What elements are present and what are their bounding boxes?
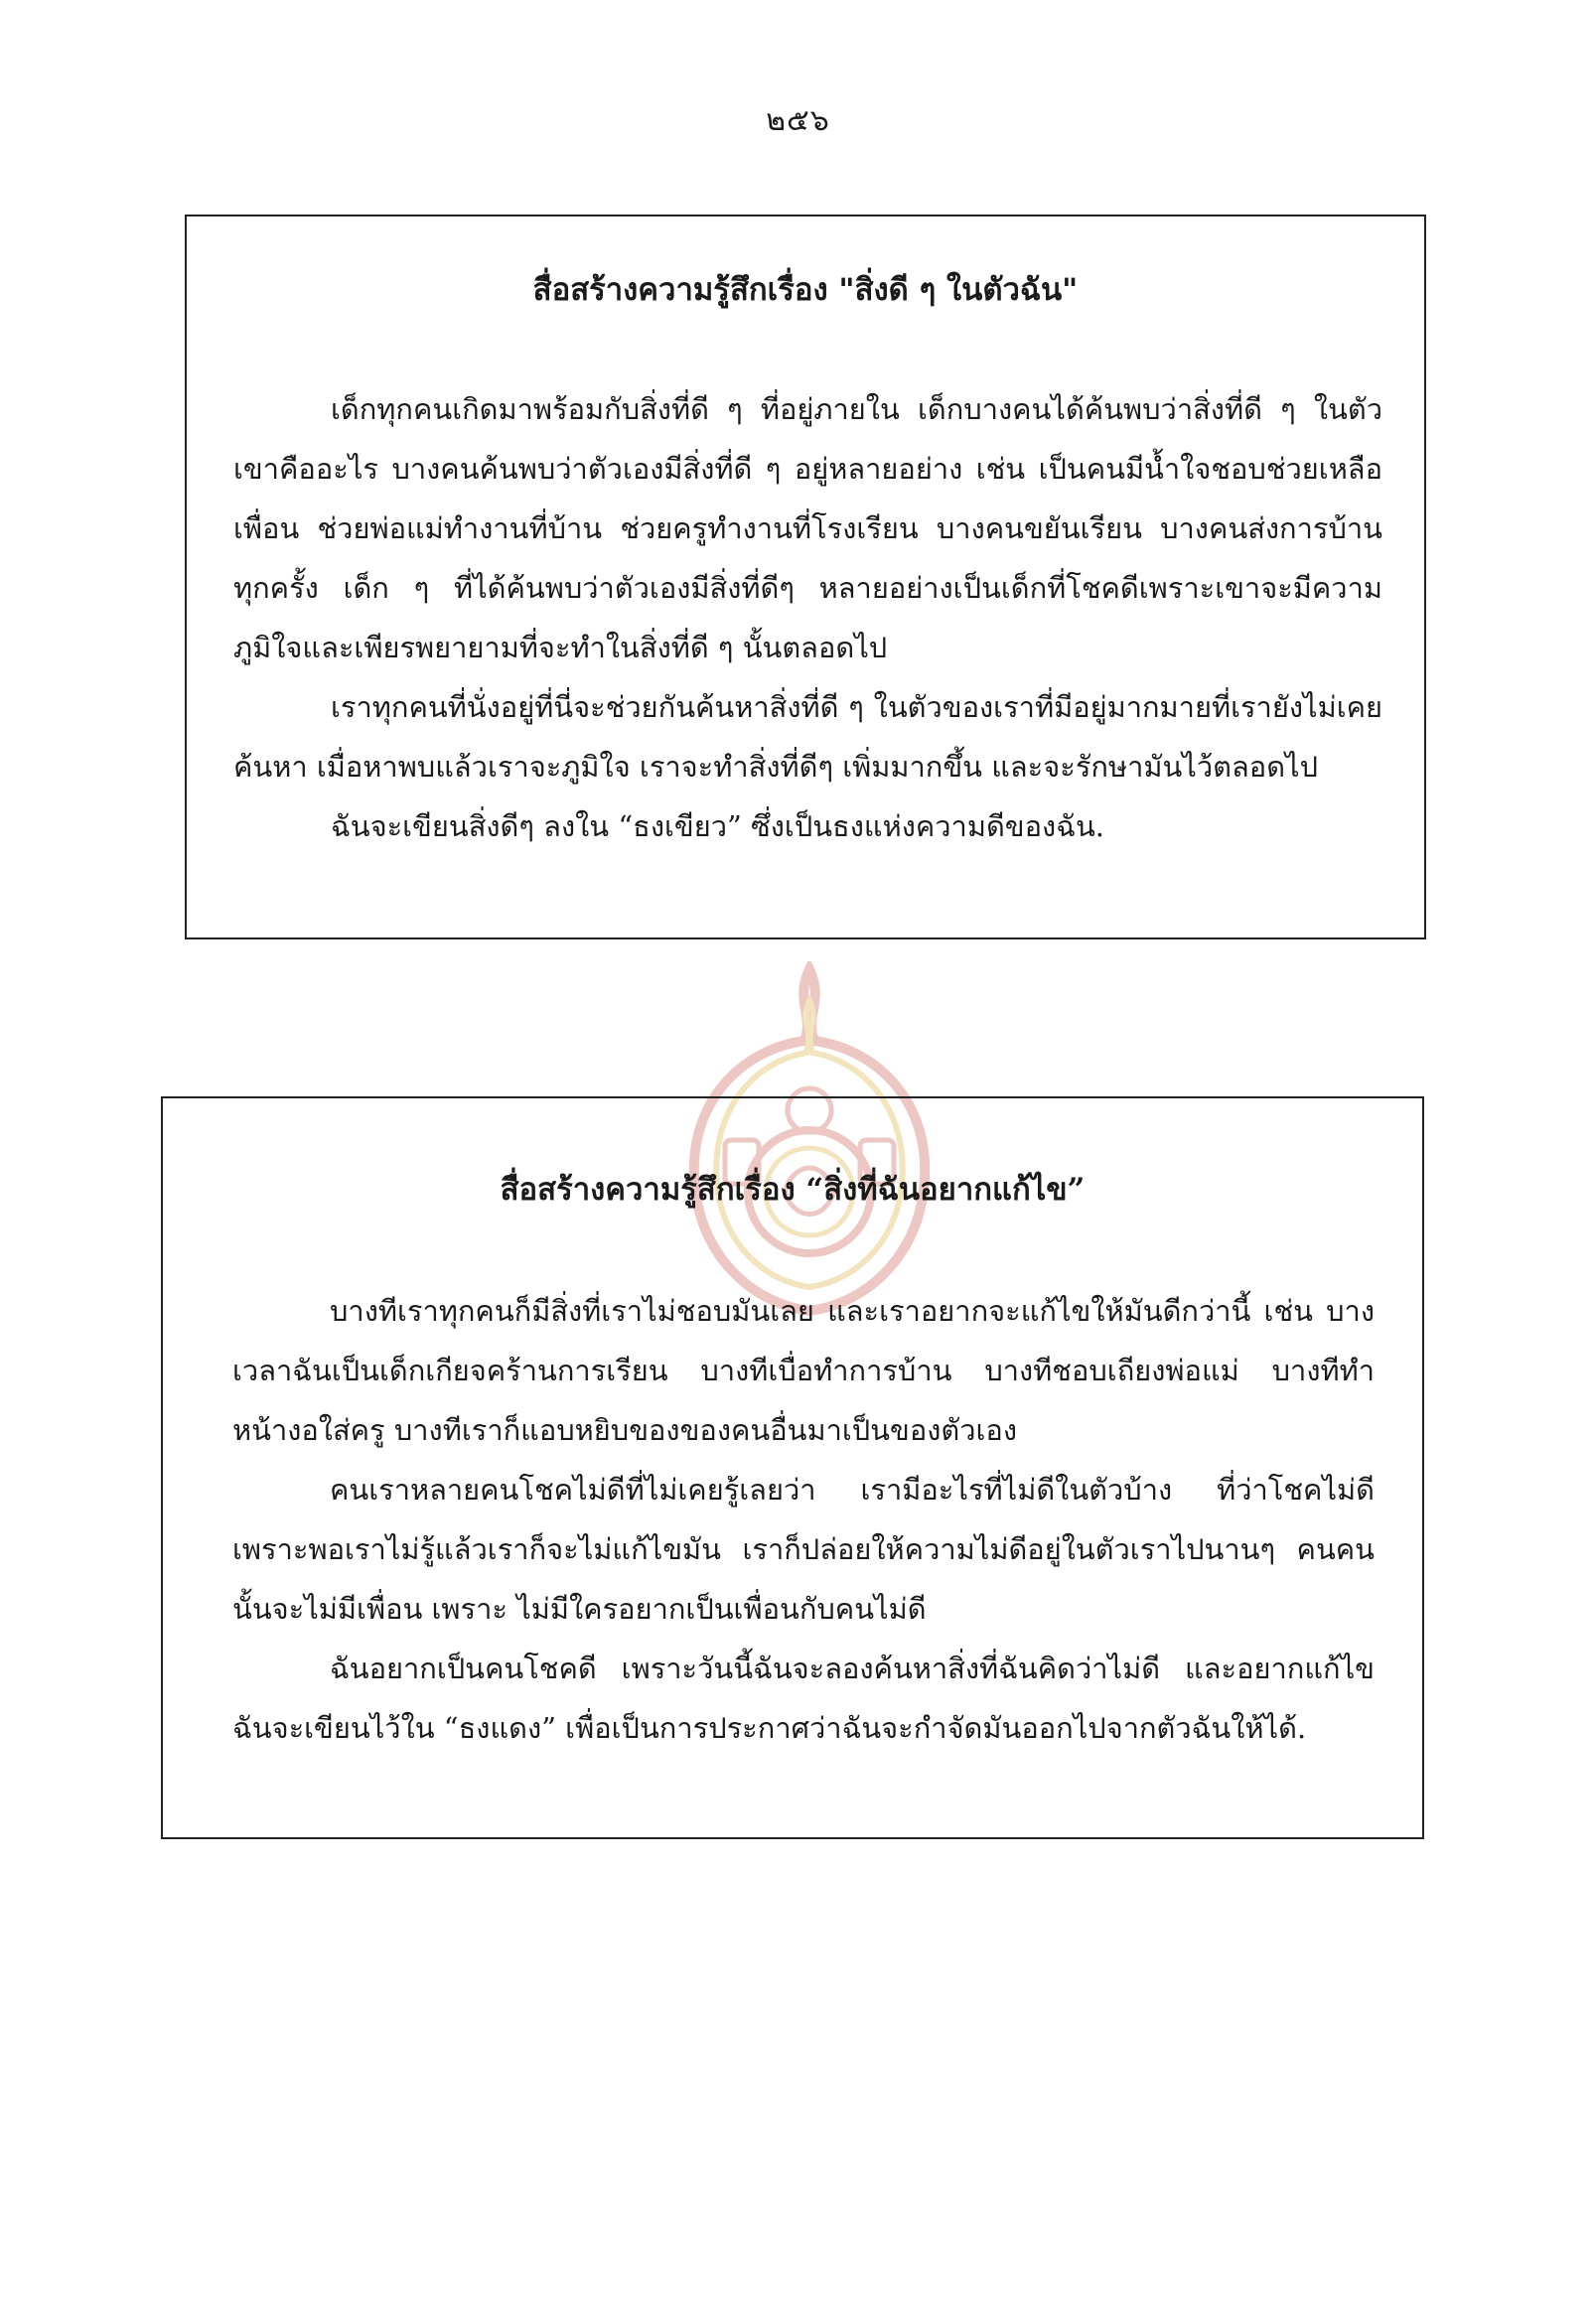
content-box-good-things <box>185 215 1426 939</box>
box-title: สื่อสร้างความรู้สึกเรื่อง “สิ่งที่ฉันอยากแก้ไข” <box>500 1172 1086 1208</box>
paragraph: เราทุกคนที่นั่งอยู่ที่นี่จะช่วยกันค้นหาสิ่งที่ดี ๆ ในตัวของเราที่มีอยู่มากมายที่เรายังไม่เคยค้นหา เมื่อหาพบแล้วเราจะภูมิใจ เราจะทำสิ่งที่ดีๆ เพิ่มมากขึ้น และจะรักษามันไว้ตลอดไป <box>233 690 1382 784</box>
paragraph: ฉันจะเขียนสิ่งดีๆ ลงใน “ธงเขียว” ซึ่งเป็นธงแห่งความดีของฉัน. <box>331 809 1104 843</box>
paragraph: ฉันอยากเป็นคนโชคดี เพราะวันนี้ฉันจะลองค้นหาสิ่งที่ฉันคิดว่าไม่ดี และอยากแก้ไข ฉันจะเขียนไว้ใน “ธงแดง” เพื่อเป็นการประกาศว่าฉันจะกำจัดมันออกไปจากตัวฉันให้ได้. <box>232 1652 1375 1745</box>
box-title: สื่อสร้างความรู้สึกเรื่อง "สิ่งดี ๆ ในตัวฉัน" <box>532 272 1079 308</box>
paragraph: เด็กทุกคนเกิดมาพร้อมกับสิ่งที่ดี ๆ ที่อยู่ภายใน เด็กบางคนได้ค้นพบว่าสิ่งที่ดี ๆ ในตัวเขาคืออะไร บางคนค้นพบว่าตัวเองมีสิ่งที่ดี ๆ อยู่หลายอย่าง เช่น เป็นคนมีน้ำใจชอบช่วยเหลือเพื่อน ช่วยพ่อแม่ทำงานที่บ้าน ช่วยครูทำงานที่โรงเรียน บางคนขยันเรียน บางคนส่งการบ้านทุกครั้ง เด็ก ๆ ที่ได้ค้นพบว่าตัวเองมีสิ่งที่ดีๆ หลายอย่างเป็นเด็กที่โชคดีเพราะเขาจะมีความภูมิใจและเพียรพยายามที่จะทำในสิ่งที่ดี ๆ นั้นตลอดไป <box>233 392 1382 664</box>
paragraph: คนเราหลายคนโชคไม่ดีที่ไม่เคยรู้เลยว่า เรามีอะไรที่ไม่ดีในตัวบ้าง ที่ว่าโชคไม่ดีเพราะพอเราไม่รู้แล้วเราก็จะไม่แก้ไขมัน เราก็ปล่อยให้ความไม่ดีอยู่ในตัวเราไปนานๆ คนคนนั้นจะไม่มีเพื่อน เพราะ ไม่มีใครอยากเป็นเพื่อนกับคนไม่ดี <box>232 1473 1375 1626</box>
page-number: ๒๕๖ <box>766 103 830 138</box>
content-box-want-to-fix <box>161 1096 1424 1839</box>
paragraph: บางทีเราทุกคนก็มีสิ่งที่เราไม่ชอบมันเลย และเราอยากจะแก้ไขให้มันดีกว่านี้ เช่น บางเวลาฉันเป็นเด็กเกียจคร้านการเรียน บางทีเบื่อทำการบ้าน บางทีชอบเถียงพ่อแม่ บางทีทำหน้างอใส่ครู บางทีเราก็แอบหยิบของของคนอื่นมาเป็นของตัวเอง <box>232 1294 1375 1447</box>
